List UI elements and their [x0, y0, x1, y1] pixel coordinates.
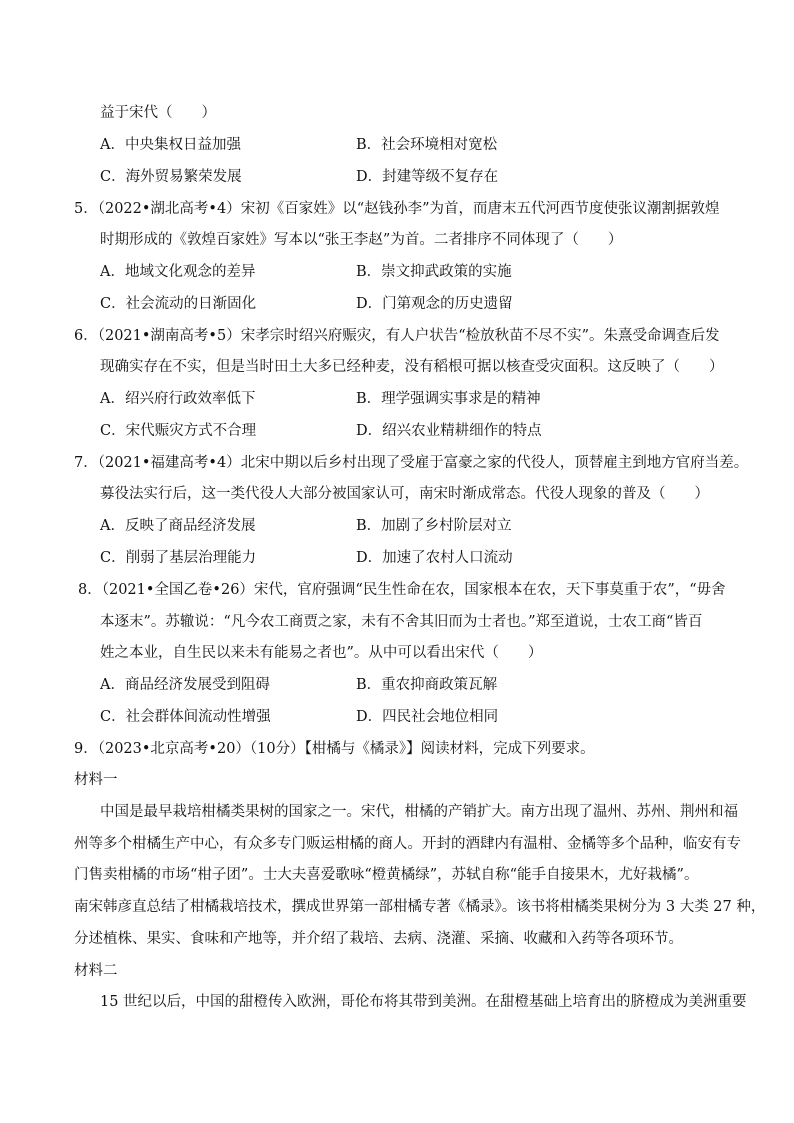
q6-option-a: A．绍兴府行政效率低下 [100, 391, 256, 407]
q9-header: 9．（2023•北京高考•20）（10分）【柑橘与《橘录》】阅读材料，完成下列要求。 [74, 741, 595, 757]
q8-option-d: D．四民社会地位相同 [356, 709, 499, 725]
q7-option-b: B．加剧了乡村阶层对立 [356, 518, 512, 534]
q4-option-d: D．封建等级不复存在 [356, 169, 499, 185]
material-1-line-4: 南宋韩彦直总结了柑橘栽培技术，撰成世界第一部柑橘专著《橘录》。该书将柑橘类果树分为 3 大类 27 种， [74, 899, 766, 915]
q4-stem-tail: 益于宋代（ ） [100, 105, 216, 121]
q7-stem-line-2: 募役法实行后，这一类代役人大部分被国家认可，南宋时渐成常态。代役人现象的普及（ ） [100, 486, 709, 502]
q6-stem-line-1: 6．（2021•湖南高考•5）宋孝宗时绍兴府赈灾，有人户状告“检放秋苗不尽不实”。朱熹受命调查后发 [74, 328, 720, 344]
q8-option-b: B．重农抑商政策瓦解 [356, 677, 498, 693]
material-1-line-3: 门售卖柑橘的市场“柑子团”。士大夫喜爱歌咏“橙黄橘绿”，苏轼自称“能手自接果木，尤好栽橘”。 [74, 867, 699, 883]
q8-option-a: A．商品经济发展受到阻碍 [100, 677, 270, 693]
q6-option-d: D．绍兴农业精耕细作的特点 [356, 423, 542, 439]
material-1-line-5: 分述植株、果实、食味和产地等，并介绍了栽培、去病、浇灌、采摘、收藏和入药等各项环节。 [74, 931, 683, 947]
q6-option-c: C．宋代赈灾方式不合理 [100, 423, 257, 439]
q8-stem-line-2: 本逐末”。苏辙说：“凡今农工商贾之家，未有不舍其旧而为士者也。”郑至道说，士农工商“皆百 [100, 614, 703, 630]
q5-option-b: B．崇文抑武政策的实施 [356, 264, 512, 280]
material-1-line-1: 中国是最早栽培柑橘类果树的国家之一。宋代，柑橘的产销扩大。南方出现了温州、苏州、荆州和福 [100, 804, 738, 820]
q5-option-d: D．门第观念的历史遗留 [356, 296, 513, 312]
q7-option-d: D．加速了农村人口流动 [356, 550, 513, 566]
q5-option-c: C．社会流动的日渐固化 [100, 296, 257, 312]
q8-stem-line-3: 姓之本业，自生民以来未有能易之者也”。从中可以看出宋代（ ） [100, 645, 543, 661]
q5-stem-line-1: 5．（2022•湖北高考•4）宋初《百家姓》以“赵钱孙李”为首，而唐末五代河西节度使张议潮割据敦煌 [74, 201, 720, 217]
q7-option-a: A．反映了商品经济发展 [100, 518, 256, 534]
material-1-line-2: 州等多个柑橘生产中心，有众多专门贩运柑橘的商人。开封的酒肆内有温柑、金橘等多个品种，临安有专 [74, 836, 741, 852]
q8-stem-line-1: 8．（2021•全国乙卷•26）宋代，官府强调“民生性命在农，国家根本在农，天下事莫重于农”，“毋舍 [78, 582, 726, 598]
material-1-title: 材料一 [74, 772, 118, 788]
material-2-title: 材料二 [74, 963, 118, 979]
q4-option-b: B．社会环境相对宽松 [356, 137, 498, 153]
q7-option-c: C．削弱了基层治理能力 [100, 550, 257, 566]
q5-stem-line-2: 时期形成的《敦煌百家姓》写本以“张王李赵”为首。二者排序不同体现了（ ） [100, 232, 623, 248]
q6-option-b: B．理学强调实事求是的精神 [356, 391, 541, 407]
q4-option-a: A．中央集权日益加强 [100, 137, 241, 153]
q5-option-a: A．地域文化观念的差异 [100, 264, 256, 280]
q7-stem-line-1: 7．（2021•福建高考•4）北宋中期以后乡村出现了受雇于富豪之家的代役人，顶替雇主到地方官府当差。 [74, 455, 749, 471]
q8-option-c: C．社会群体间流动性增强 [100, 709, 271, 725]
material-2-line-1: 15 世纪以后，中国的甜橙传入欧洲，哥伦布将其带到美洲。在甜橙基础上培育出的脐橙成为美洲重要 [100, 994, 747, 1010]
q4-option-c: C．海外贸易繁荣发展 [100, 169, 242, 185]
q6-stem-line-2: 现确实存在不实，但是当时田土大多已经种麦，没有稻根可据以核查受灾面积。这反映了（ ） [100, 359, 724, 375]
